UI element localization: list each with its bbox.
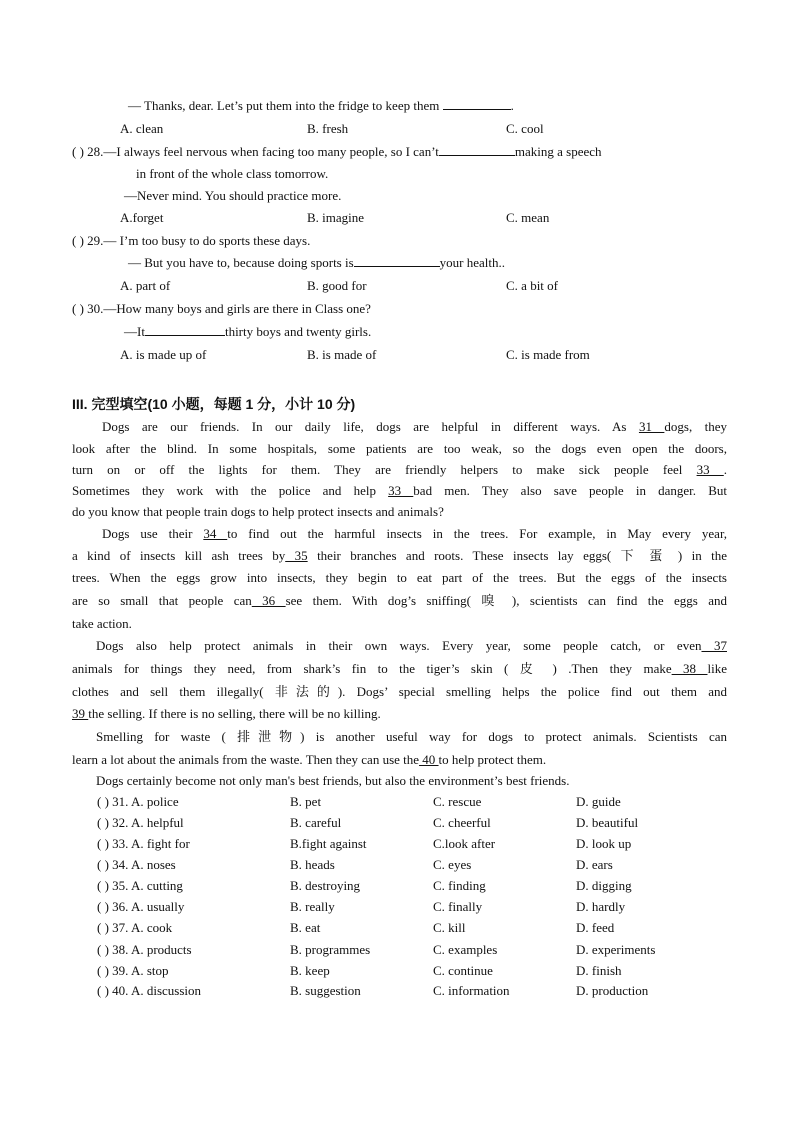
option-row-36-b[interactable]: B. really <box>290 899 335 914</box>
option-row-37-a[interactable]: ( ) 37. A. cook <box>97 920 173 935</box>
option-row-36-a[interactable]: ( ) 36. A. usually <box>97 899 185 914</box>
blank-37[interactable]: 37 <box>701 638 727 653</box>
passage-text: are so small that people can <box>72 593 252 608</box>
option-row-34-d[interactable]: D. ears <box>576 857 613 872</box>
option-row-33-c[interactable]: C.look after <box>433 836 496 851</box>
option-row-39-a[interactable]: ( ) 39. A. stop <box>97 963 169 978</box>
option-row-35-c[interactable]: C. finding <box>433 878 486 893</box>
blank-35[interactable]: 35 <box>285 548 308 563</box>
passage-line <box>72 705 727 723</box>
passage-line <box>72 547 727 565</box>
answer-blank[interactable] <box>354 254 440 267</box>
q27-option-c: C. cool <box>506 121 544 136</box>
option-row-31-a[interactable]: ( ) 31. A. police <box>97 794 179 809</box>
q27-dialog <box>128 97 514 115</box>
option-row-38-c[interactable]: C. examples <box>433 942 498 957</box>
answer-blank[interactable] <box>439 143 515 156</box>
option-row-35-a[interactable]: ( ) 35. A. cutting <box>97 878 183 893</box>
passage-line: do you know that people train dogs to help protect insects and animals? <box>72 504 444 519</box>
blank-34[interactable]: 34 <box>203 526 228 541</box>
passage-text: turn on or off the lights for them. They are friendly helpers to make sick people feel <box>72 462 683 477</box>
passage-line <box>72 525 727 543</box>
option-row-37-c[interactable]: C. kill <box>433 920 466 935</box>
q27-option-a: A. clean <box>120 121 164 136</box>
q29-reply <box>128 254 505 272</box>
option-row-33-d[interactable]: D. look up <box>576 836 632 851</box>
blank-31[interactable]: 31 <box>638 419 665 434</box>
answer-blank[interactable] <box>443 97 511 110</box>
option-row-39-d[interactable]: D. finish <box>576 963 622 978</box>
q28-number[interactable]: ( ) 28. <box>72 144 104 159</box>
q30-option-b: B. is made of <box>307 347 377 362</box>
q29-option-a: A. part of <box>120 278 171 293</box>
blank-36[interactable]: 36 <box>251 593 286 608</box>
passage-text: Dogs are our friends. In our daily life, dogs are helpful in different ways. As <box>102 419 627 434</box>
q29-stem <box>72 232 310 250</box>
option-row-32-a[interactable]: ( ) 32. A. helpful <box>97 815 184 830</box>
q28-option-b: B. imagine <box>307 210 365 225</box>
q30-option-c: C. is made from <box>506 347 590 362</box>
q28-option-a: A.forget <box>120 210 164 225</box>
blank-40[interactable]: 40 <box>419 752 439 767</box>
passage-text: Dogs also help protect animals in their own ways. Every year, some people catch, or even <box>96 638 702 653</box>
passage-text: bad men. They also save people in danger. But <box>413 483 727 498</box>
blank-39[interactable]: 39 <box>72 706 89 721</box>
passage-line <box>72 660 727 678</box>
option-row-38-d[interactable]: D. experiments <box>576 942 656 957</box>
option-row-35-d[interactable]: D. digging <box>576 878 632 893</box>
passage-text: see them. With dog’s sniffing( 嗅 ), scientists can find the eggs and <box>285 593 728 608</box>
q28-stem-cont: in front of the whole class tomorrow. <box>136 166 329 181</box>
passage-text: Dogs use their <box>102 526 193 541</box>
q29-number[interactable]: ( ) 29. <box>72 233 104 248</box>
option-row-33-b[interactable]: B.fight against <box>290 836 367 851</box>
passage-text: dogs, they <box>664 419 728 434</box>
passage-text: their branches and roots. These insects lay eggs( 下 蛋 ) in the <box>317 548 727 563</box>
q28-stem <box>72 143 602 161</box>
section-heading: III. 完型填空(10 小题，每题 1 分，小计 10 分) <box>72 396 356 412</box>
option-row-34-b[interactable]: B. heads <box>290 857 335 872</box>
passage-line: Dogs certainly become not only man's best friends, but also the environment’s best friends. <box>96 773 570 788</box>
q30-reply-text-b: thirty boys and twenty girls. <box>224 324 372 339</box>
option-row-32-b[interactable]: B. careful <box>290 815 342 830</box>
q27-option-b: B. fresh <box>307 121 349 136</box>
option-row-31-d[interactable]: D. guide <box>576 794 621 809</box>
option-row-40-b[interactable]: B. suggestion <box>290 983 361 998</box>
option-row-31-c[interactable]: C. rescue <box>433 794 482 809</box>
q30-reply-text: —It <box>124 324 145 339</box>
q29-reply-text: — But you have to, because doing sports is <box>128 255 354 270</box>
passage-line: Smelling for waste ( 排泄物) is another useful way for dogs to protect animals. Scientists can <box>96 729 727 744</box>
q29-option-b: B. good for <box>307 278 367 293</box>
option-row-38-a[interactable]: ( ) 38. A. products <box>97 942 192 957</box>
passage-line: look after the blind. In some hospitals, some patients are too weak, so the dogs even open the doors, <box>72 441 727 456</box>
q27-dialog-text: — Thanks, dear. Let’s put them into the fridge to keep them <box>128 98 440 113</box>
passage-line: trees. When the eggs grow into insects, they begin to eat part of the trees. But the eggs of the insects <box>72 570 727 585</box>
answer-blank[interactable] <box>145 323 225 336</box>
passage-line <box>72 418 727 436</box>
q29-reply-text-b: your health.. <box>439 255 506 270</box>
option-row-32-d[interactable]: D. beautiful <box>576 815 639 830</box>
option-row-33-a[interactable]: ( ) 33. A. fight for <box>97 836 190 851</box>
blank-33-second[interactable]: 33 <box>388 483 414 498</box>
q30-option-a: A. is made up of <box>120 347 207 362</box>
passage-line <box>72 751 727 769</box>
option-row-37-b[interactable]: B. eat <box>290 920 321 935</box>
passage-text: to help protect them. <box>438 752 547 767</box>
q30-text: —How many boys and girls are there in Class one? <box>103 301 371 316</box>
passage-text: to find out the harmful insects in the trees. For example, in May every year, <box>227 526 728 541</box>
option-row-31-b[interactable]: B. pet <box>290 794 322 809</box>
q30-reply <box>124 323 371 341</box>
blank-33-first[interactable]: 33 <box>696 462 724 477</box>
q27-end: . <box>510 98 514 113</box>
option-row-39-c[interactable]: C. continue <box>433 963 493 978</box>
q30-stem <box>72 300 371 318</box>
option-row-32-c[interactable]: C. cheerful <box>433 815 491 830</box>
blank-38[interactable]: 38 <box>671 661 708 676</box>
passage-text: Sometimes they work with the police and help <box>72 483 376 498</box>
q28-reply: —Never mind. You should practice more. <box>124 188 342 203</box>
passage-line: clothes and sell them illegally( 非法的). Dogs’ special smelling helps the police find out them and <box>72 684 727 699</box>
q29-option-c: C. a bit of <box>506 278 558 293</box>
option-row-34-a[interactable]: ( ) 34. A. noses <box>97 857 176 872</box>
passage-text: like <box>707 661 727 676</box>
q28-text: —I always feel nervous when facing too many people, so I can’t <box>103 144 439 159</box>
option-row-36-c[interactable]: C. finally <box>433 899 483 914</box>
option-row-37-d[interactable]: D. feed <box>576 920 615 935</box>
passage-line <box>72 482 727 500</box>
option-row-40-c[interactable]: C. information <box>433 983 510 998</box>
passage-line <box>72 461 727 479</box>
passage-line <box>72 637 727 655</box>
q28-option-c: C. mean <box>506 210 550 225</box>
option-row-40-a[interactable]: ( ) 40. A. discussion <box>97 983 201 998</box>
passage-line: take action. <box>72 616 132 631</box>
passage-line <box>72 592 727 610</box>
q29-text: — I’m too busy to do sports these days. <box>103 233 311 248</box>
passage-text: animals for things they need, from shark’s fin to the tiger’s skin ( 皮 ) .Then they make <box>72 661 672 676</box>
passage-text: the selling. If there is no selling, there will be no killing. <box>88 706 381 721</box>
q30-number[interactable]: ( ) 30. <box>72 301 104 316</box>
passage-text: . <box>723 462 728 477</box>
option-row-34-c[interactable]: C. eyes <box>433 857 472 872</box>
passage-text: a kind of insects kill ash trees by <box>72 548 286 563</box>
option-row-39-b[interactable]: B. keep <box>290 963 330 978</box>
option-row-36-d[interactable]: D. hardly <box>576 899 626 914</box>
q28-text-b: making a speech <box>514 144 602 159</box>
option-row-40-d[interactable]: D. production <box>576 983 649 998</box>
option-row-38-b[interactable]: B. programmes <box>290 942 371 957</box>
passage-text: learn a lot about the animals from the waste. Then they can use the <box>72 752 420 767</box>
option-row-35-b[interactable]: B. destroying <box>290 878 361 893</box>
